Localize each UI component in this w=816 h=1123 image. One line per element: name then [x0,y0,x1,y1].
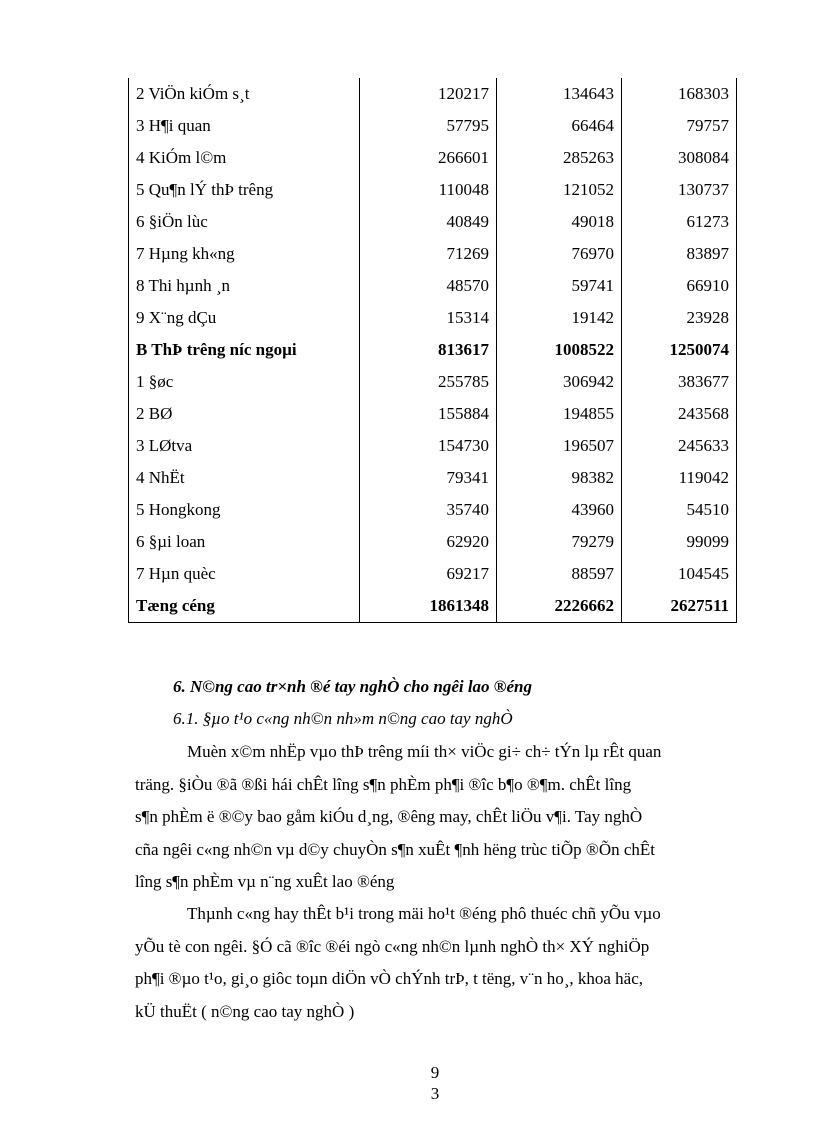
value-cell-col3: 54510 [622,494,737,526]
table-row [129,238,737,270]
value-cell-col1: 48570 [360,270,497,302]
table-row [129,398,737,430]
table-row [129,366,737,398]
value-cell-col2: 196507 [497,430,622,462]
page-number-line: 9 [430,1063,440,1082]
value-cell-col2: 43960 [497,494,622,526]
value-cell-col3: 130737 [622,174,737,206]
value-cell-col2: 79279 [497,526,622,558]
paragraph-2 [135,898,739,1028]
row-label-cell: 5 Qu¶n lÝ thÞ trêng [129,174,360,206]
value-cell-col3: 2627511 [622,590,737,623]
value-cell-col3: 104545 [622,558,737,590]
row-label-cell: 4 NhËt [129,462,360,494]
table-row [129,526,737,558]
paragraph-line: cña ngêi c«ng nh©n vµ d©y chuyÒn s¶n xuÊt ¶nh hëng trùc tiÕp ®Õn chÊt [135,839,656,859]
row-label-cell: Tæng céng [129,590,360,623]
value-cell-col3: 245633 [622,430,737,462]
value-cell-col3: 243568 [622,398,737,430]
value-cell-col1: 154730 [360,430,497,462]
table-row [129,302,737,334]
page-number-line: 3 [430,1084,440,1103]
value-cell-col2: 306942 [497,366,622,398]
value-cell-col1: 79341 [360,462,497,494]
value-cell-col2: 98382 [497,462,622,494]
table-row [129,78,737,110]
value-cell-col3: 83897 [622,238,737,270]
value-cell-col3: 168303 [622,78,737,110]
value-cell-col1: 71269 [360,238,497,270]
value-cell-col2: 121052 [497,174,622,206]
value-cell-col3: 1250074 [622,334,737,366]
row-label-cell: 8 Thi hµnh ¸n [129,270,360,302]
row-label-cell: 9 X¨ng dÇu [129,302,360,334]
row-label-cell: B ThÞ trêng níc ngoµi [129,334,360,366]
row-label-cell: 6 §iÖn lùc [129,206,360,238]
table-row [129,334,737,366]
value-cell-col1: 266601 [360,142,497,174]
page-number [400,1062,470,1104]
value-cell-col1: 69217 [360,558,497,590]
value-cell-col3: 308084 [622,142,737,174]
row-label-cell: 5 Hongkong [129,494,360,526]
value-cell-col2: 134643 [497,78,622,110]
value-cell-col1: 35740 [360,494,497,526]
value-cell-col3: 61273 [622,206,737,238]
row-label-cell: 1 §øc [129,366,360,398]
value-cell-col1: 255785 [360,366,497,398]
row-label-cell: 6 §µi loan [129,526,360,558]
section-heading: 6. N©ng cao tr×nh ®é tay nghÒ cho ngêi lao ®éng [173,677,533,696]
value-cell-col3: 66910 [622,270,737,302]
value-cell-col3: 23928 [622,302,737,334]
table-row [129,430,737,462]
paragraph-line: Muèn x©m nhËp vµo thÞ trêng míi th× viÖc gi÷ ch÷ tÝn lµ rÊt quan [187,742,662,761]
value-cell-col1: 62920 [360,526,497,558]
value-cell-col2: 66464 [497,110,622,142]
row-label-cell: 3 LØtva [129,430,360,462]
value-cell-col1: 110048 [360,174,497,206]
row-label-cell: 3 H¶i quan [129,110,360,142]
value-cell-col2: 1008522 [497,334,622,366]
value-cell-col1: 1861348 [360,590,497,623]
value-cell-col2: 76970 [497,238,622,270]
table-row [129,558,737,590]
value-cell-col2: 285263 [497,142,622,174]
table-row [129,462,737,494]
table-row [129,494,737,526]
value-cell-col3: 79757 [622,110,737,142]
value-cell-col1: 15314 [360,302,497,334]
table-row [129,110,737,142]
value-cell-col1: 813617 [360,334,497,366]
value-cell-col2: 194855 [497,398,622,430]
row-label-cell: 7 Hµng kh«ng [129,238,360,270]
paragraph-line: yÕu tè con ngêi. §Ó cã ®îc ®éi ngò c«ng nh©n lµnh nghÒ th× XÝ nghiÖp [135,936,650,956]
row-label-cell: 2 ViÖn kiÓm s¸t [129,78,360,110]
value-cell-col2: 2226662 [497,590,622,623]
value-cell-col2: 88597 [497,558,622,590]
value-cell-col1: 120217 [360,78,497,110]
table-row [129,142,737,174]
value-cell-col1: 155884 [360,398,497,430]
value-cell-col2: 49018 [497,206,622,238]
table-row [129,174,737,206]
paragraph-line: kÜ thuËt ( n©ng cao tay nghÒ ) [135,1001,355,1021]
value-cell-col1: 57795 [360,110,497,142]
statistics-table [128,78,737,623]
table-row [129,590,737,623]
row-label-cell: 2 BØ [129,398,360,430]
value-cell-col3: 99099 [622,526,737,558]
row-label-cell: 4 KiÓm l©m [129,142,360,174]
paragraph-line: s¶n phÈm ë ®©y bao gåm kiÓu d¸ng, ®êng may, chÊt liÖu v¶i. Tay nghÒ [135,807,643,826]
row-label-cell: 7 Hµn quèc [129,558,360,590]
value-cell-col3: 383677 [622,366,737,398]
paragraph-line: lîng s¶n phÈm vµ n¨ng xuÊt lao ®éng [135,872,395,891]
paragraph-line: ph¶i ®µo t¹o, gi¸o giôc toµn diÖn vÒ chÝnh trÞ, t tëng, v¨n ho¸, khoa häc, [135,969,644,988]
subsection-heading: 6.1. §µo t¹o c«ng nh©n nh»m n©ng cao tay nghÒ [173,709,513,728]
value-cell-col2: 19142 [497,302,622,334]
value-cell-col2: 59741 [497,270,622,302]
paragraph-line: Thµnh c«ng hay thÊt b¹i trong mäi ho¹t ®éng phô thuéc chñ yÕu vµo [187,904,661,923]
paragraph-line: träng. §iÒu ®ã ®ßi hái chÊt lîng s¶n phÈm ph¶i ®îc b¶o ®¶m. chÊt lîng [135,774,632,794]
table-row [129,206,737,238]
value-cell-col3: 119042 [622,462,737,494]
value-cell-col1: 40849 [360,206,497,238]
paragraph-1 [135,736,739,899]
table-row [129,270,737,302]
